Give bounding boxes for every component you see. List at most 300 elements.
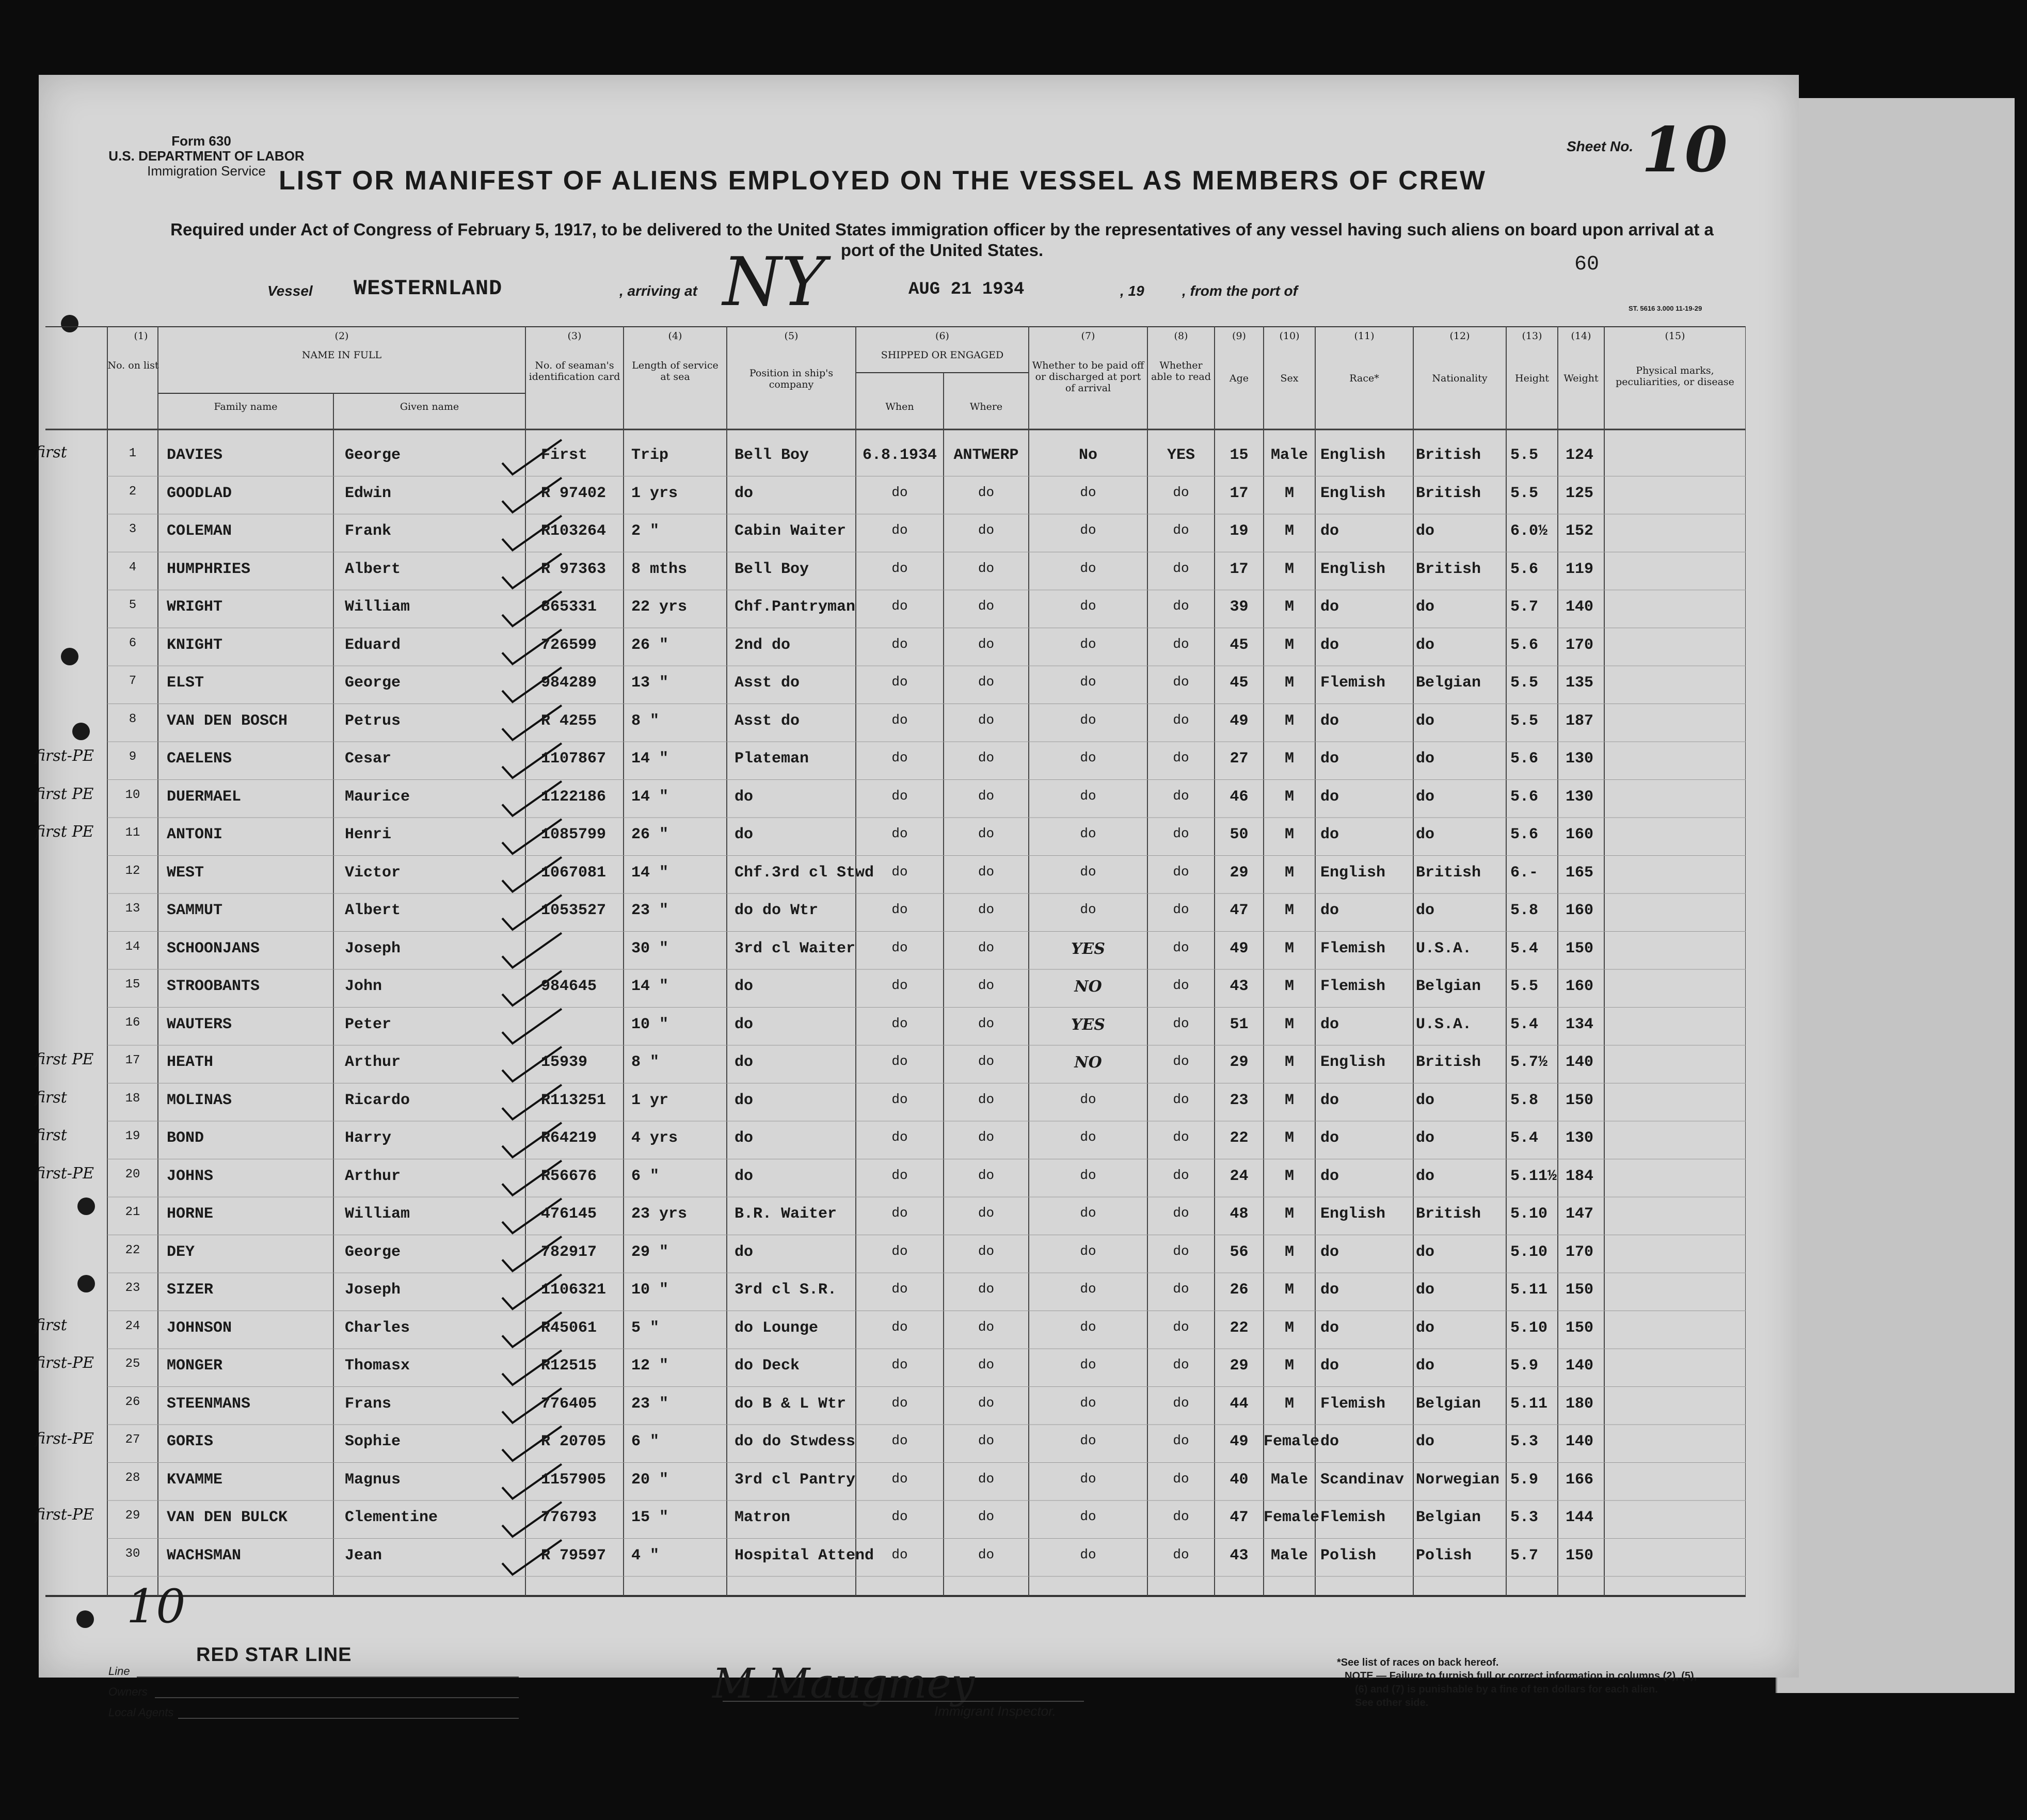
cell-race: do — [1320, 902, 1339, 919]
cell-family-name: MOLINAS — [167, 1091, 232, 1109]
cell-ship-position: Hospital Attend — [735, 1546, 874, 1564]
cell-shipped-where: do — [978, 1015, 995, 1031]
cell-row-number: 13 — [125, 902, 140, 916]
cell-weight: 140 — [1566, 598, 1594, 616]
cell-row-number: 17 — [125, 1053, 140, 1067]
cell-age: 49 — [1230, 1433, 1249, 1450]
cell-able-to-read: do — [1173, 750, 1189, 765]
cell-given-name: William — [345, 1205, 410, 1223]
col-4-index: (4) — [668, 330, 682, 342]
cell-card-number: 776793 — [541, 1509, 597, 1526]
cell-shipped-where: do — [978, 1205, 995, 1221]
col-given-header: Given name — [400, 401, 459, 412]
cell-service-length: 23 yrs — [631, 1205, 688, 1223]
cell-sex: Female — [1264, 1509, 1320, 1526]
cell-card-number: R56676 — [541, 1167, 597, 1185]
margin-annotation: first PE — [35, 785, 94, 803]
cell-able-to-read: do — [1173, 1357, 1189, 1372]
cell-row-number: 3 — [129, 522, 137, 536]
cell-shipped-when: do — [891, 1167, 908, 1183]
cell-nationality: do — [1416, 1281, 1435, 1299]
cell-height: 5.10 — [1510, 1205, 1548, 1223]
cell-sex: M — [1284, 560, 1294, 578]
cell-shipped-where: do — [978, 1433, 995, 1448]
cell-race: do — [1320, 1015, 1339, 1033]
cell-service-length: 26 " — [631, 636, 669, 654]
cell-able-to-read: do — [1173, 1281, 1189, 1297]
cell-card-number: R45061 — [541, 1319, 597, 1337]
cell-height: 5.6 — [1510, 560, 1539, 578]
cell-family-name: DUERMAEL — [167, 788, 242, 806]
cell-height: 5.4 — [1510, 939, 1539, 957]
cell-row-number: 14 — [125, 939, 140, 954]
cell-age: 48 — [1230, 1205, 1249, 1223]
cell-given-name: George — [345, 1243, 401, 1261]
cell-ship-position: do do Wtr — [735, 902, 819, 919]
cell-nationality: Polish — [1416, 1546, 1472, 1564]
col-card-header: No. of seaman's identification card — [529, 360, 620, 382]
cell-nationality: Belgian — [1416, 1509, 1481, 1526]
sheet-number: 10 — [1641, 114, 1728, 186]
cell-paid-off: No — [1078, 446, 1097, 464]
cell-paid-off: do — [1080, 560, 1096, 576]
cell-height: 5.11½ — [1510, 1167, 1557, 1185]
signature-rule — [723, 1701, 1084, 1702]
cell-age: 49 — [1230, 939, 1249, 957]
cell-race: Polish — [1320, 1546, 1377, 1564]
cell-given-name: Henri — [345, 826, 392, 843]
cell-service-length: 10 " — [631, 1281, 669, 1299]
cell-age: 23 — [1230, 1091, 1249, 1109]
cell-ship-position: do — [735, 826, 754, 843]
cell-service-length: 4 " — [631, 1546, 660, 1564]
cell-able-to-read: do — [1173, 674, 1189, 690]
arriving-label: , arriving at — [619, 283, 697, 299]
cell-shipped-when: do — [891, 978, 908, 993]
cell-shipped-where: do — [978, 1091, 995, 1107]
cell-race: English — [1320, 560, 1386, 578]
cell-age: 44 — [1230, 1395, 1249, 1413]
cell-shipped-when: do — [891, 826, 908, 841]
margin-annotation: first — [35, 443, 67, 461]
cell-able-to-read: do — [1173, 560, 1189, 576]
cell-nationality: British — [1416, 864, 1481, 882]
cell-service-length: 29 " — [631, 1243, 669, 1261]
cell-ship-position: Asst do — [735, 674, 800, 692]
cell-able-to-read: do — [1173, 939, 1189, 955]
cell-sex: M — [1284, 978, 1294, 995]
cell-ship-position: do — [735, 1015, 754, 1033]
cell-row-number: 12 — [125, 864, 140, 878]
cell-paid-off: do — [1080, 636, 1096, 652]
cell-paid-off: do — [1080, 1243, 1096, 1259]
cell-row-number: 20 — [125, 1167, 140, 1182]
year-label: , 19 — [1120, 283, 1144, 299]
cell-service-length: 20 " — [631, 1471, 669, 1489]
cell-ship-position: do — [735, 1167, 754, 1185]
cell-shipped-where: do — [978, 1129, 995, 1145]
cell-nationality: do — [1416, 1319, 1435, 1337]
cell-race: Flemish — [1320, 978, 1386, 995]
cell-row-number: 7 — [129, 674, 137, 688]
margin-annotation: first — [35, 1316, 67, 1334]
cell-shipped-where: do — [978, 712, 995, 728]
footnote-line-1: NOTE — Failure to furnish full or correct information in columns (2), (5), — [1345, 1670, 1697, 1682]
cell-paid-off: do — [1080, 674, 1096, 690]
cell-height: 5.5 — [1510, 674, 1539, 692]
cell-sex: M — [1284, 864, 1294, 882]
cell-given-name: Peter — [345, 1015, 392, 1033]
cell-service-length: Trip — [631, 446, 669, 464]
cell-given-name: Joseph — [345, 939, 401, 957]
col-sex-header: Sex — [1280, 373, 1299, 384]
cell-card-number: 1085799 — [541, 826, 606, 843]
cell-service-length: 13 " — [631, 674, 669, 692]
cell-shipped-when: do — [891, 636, 908, 652]
cell-ship-position: Matron — [735, 1509, 791, 1526]
cell-nationality: do — [1416, 788, 1435, 806]
cell-family-name: COLEMAN — [167, 522, 232, 540]
cell-family-name: HEATH — [167, 1053, 214, 1071]
cell-nationality: Belgian — [1416, 1395, 1481, 1413]
margin-annotation: first-PE — [35, 1164, 94, 1183]
cell-weight: 150 — [1566, 1281, 1594, 1299]
cell-paid-off: do — [1080, 902, 1096, 917]
cell-given-name: William — [345, 598, 410, 616]
cell-weight: 165 — [1566, 864, 1594, 882]
cell-card-number: R 79597 — [541, 1546, 606, 1564]
cell-able-to-read: do — [1173, 1546, 1189, 1562]
cell-weight: 150 — [1566, 1319, 1594, 1337]
cell-ship-position: do do Stwdess — [735, 1433, 856, 1450]
cell-able-to-read: YES — [1167, 446, 1195, 464]
cell-row-number: 15 — [125, 978, 140, 992]
cell-shipped-when: do — [891, 598, 908, 614]
cell-row-number: 27 — [125, 1433, 140, 1447]
cell-shipped-when: do — [891, 484, 908, 500]
line-name: RED STAR LINE — [196, 1644, 352, 1666]
cell-service-length: 26 " — [631, 826, 669, 843]
cell-ship-position: do — [735, 1243, 754, 1261]
check-mark — [502, 933, 562, 968]
cell-ship-position: do Lounge — [735, 1319, 819, 1337]
cell-given-name: Thomasx — [345, 1357, 410, 1375]
cell-row-number: 9 — [129, 750, 137, 764]
cell-paid-off: do — [1080, 484, 1096, 500]
cell-paid-off: do — [1080, 1546, 1096, 1562]
cell-given-name: Arthur — [345, 1053, 401, 1071]
cell-paid-off: do — [1080, 1433, 1096, 1448]
col-when-header: When — [885, 401, 914, 412]
cell-shipped-where: do — [978, 1319, 995, 1335]
cell-row-number: 19 — [125, 1129, 140, 1143]
cell-weight: 150 — [1566, 1091, 1594, 1109]
col-14-index: (14) — [1571, 330, 1591, 342]
cell-family-name: GORIS — [167, 1433, 214, 1450]
cell-shipped-when: do — [891, 560, 908, 576]
cell-sex: M — [1284, 902, 1294, 919]
cell-shipped-where: do — [978, 484, 995, 500]
margin-annotation: first-PE — [35, 1430, 94, 1448]
margin-annotation: first — [35, 1126, 67, 1144]
cell-able-to-read: do — [1173, 1509, 1189, 1524]
cell-height: 5.8 — [1510, 1091, 1539, 1109]
cell-card-number: R113251 — [541, 1091, 606, 1109]
cell-row-number: 2 — [129, 484, 137, 499]
cell-able-to-read: do — [1173, 1319, 1189, 1335]
cell-weight: 130 — [1566, 788, 1594, 806]
cell-sex: M — [1284, 826, 1294, 843]
cell-age: 50 — [1230, 826, 1249, 843]
cell-nationality: do — [1416, 636, 1435, 654]
cell-able-to-read: do — [1173, 1243, 1189, 1259]
cell-sex: M — [1284, 1091, 1294, 1109]
cell-family-name: MONGER — [167, 1357, 223, 1375]
cell-weight: 150 — [1566, 1546, 1594, 1564]
cell-given-name: Sophie — [345, 1433, 401, 1450]
cell-height: 5.5 — [1510, 484, 1539, 502]
margin-annotation: first-PE — [35, 1354, 94, 1372]
cell-family-name: JOHNS — [167, 1167, 214, 1185]
cell-family-name: WRIGHT — [167, 598, 223, 616]
cell-able-to-read: do — [1173, 1015, 1189, 1031]
cell-shipped-where: do — [978, 1243, 995, 1259]
cell-family-name: DEY — [167, 1243, 195, 1261]
cell-service-length: 14 " — [631, 750, 669, 768]
cell-family-name: ANTONI — [167, 826, 223, 843]
cell-family-name: BOND — [167, 1129, 204, 1147]
line-label: Line — [108, 1665, 130, 1678]
cell-sex: M — [1284, 636, 1294, 654]
cell-paid-off: do — [1080, 1091, 1096, 1107]
cell-shipped-when: do — [891, 1281, 908, 1297]
cell-age: 29 — [1230, 1053, 1249, 1071]
cell-service-length: 22 yrs — [631, 598, 688, 616]
manifest-table — [35, 326, 1746, 1632]
cell-shipped-where: do — [978, 978, 995, 993]
cell-weight: 119 — [1566, 560, 1594, 578]
cell-ship-position: do — [735, 1053, 754, 1071]
cell-age: 45 — [1230, 636, 1249, 654]
cell-card-number: 1106321 — [541, 1281, 606, 1299]
cell-shipped-when: do — [891, 788, 908, 804]
margin-annotation: first-PE — [35, 1506, 94, 1524]
cell-shipped-where: do — [978, 939, 995, 955]
col-marks-header: Physical marks, peculiarities, or disease — [1616, 365, 1734, 388]
cell-paid-off: do — [1080, 1167, 1096, 1183]
inspector-signature: M Maugmey — [712, 1659, 975, 1707]
cell-paid-off: do — [1080, 788, 1096, 804]
cell-card-number: R12515 — [541, 1357, 597, 1375]
cell-shipped-when: do — [891, 1471, 908, 1487]
cell-ship-position: B.R. Waiter — [735, 1205, 837, 1223]
cell-age: 29 — [1230, 1357, 1249, 1375]
cell-paid-off: do — [1080, 1205, 1096, 1221]
cell-sex: M — [1284, 598, 1294, 616]
cell-able-to-read: do — [1173, 1091, 1189, 1107]
cell-service-length: 6 " — [631, 1167, 660, 1185]
cell-shipped-when: do — [891, 1129, 908, 1145]
margin-annotation: first PE — [35, 823, 94, 841]
cell-shipped-where: do — [978, 788, 995, 804]
cell-sex: Male — [1270, 1471, 1308, 1489]
cell-family-name: HORNE — [167, 1205, 214, 1223]
cell-sex: M — [1284, 1357, 1294, 1375]
cell-card-number: 1107867 — [541, 750, 606, 768]
line-rule — [137, 1677, 519, 1678]
check-mark — [502, 1009, 562, 1044]
cell-ship-position: do — [735, 484, 754, 502]
cell-sex: M — [1284, 1243, 1294, 1261]
cell-shipped-when: 6.8.1934 — [862, 446, 937, 464]
cell-nationality: do — [1416, 750, 1435, 768]
cell-service-length: 10 " — [631, 1015, 669, 1033]
cell-age: 22 — [1230, 1129, 1249, 1147]
count-figure: 60 — [1574, 253, 1600, 276]
col-8-index: (8) — [1174, 330, 1188, 342]
cell-weight: 160 — [1566, 826, 1594, 843]
cell-height: 5.4 — [1510, 1129, 1539, 1147]
col-no-header: No. on list — [107, 360, 159, 371]
cell-age: 49 — [1230, 712, 1249, 730]
cell-ship-position: 2nd do — [735, 636, 791, 654]
cell-family-name: SAMMUT — [167, 902, 223, 919]
cell-sex: M — [1284, 1281, 1294, 1299]
cell-age: 17 — [1230, 560, 1249, 578]
cell-age: 26 — [1230, 1281, 1249, 1299]
cell-family-name: CAELENS — [167, 750, 232, 768]
cell-weight: 160 — [1566, 978, 1594, 995]
arriving-port: NY — [723, 243, 826, 321]
cell-family-name: KVAMME — [167, 1471, 223, 1489]
cell-paid-off: do — [1080, 1509, 1096, 1524]
cell-able-to-read: do — [1173, 636, 1189, 652]
cell-shipped-where: ANTWERP — [953, 446, 1019, 464]
cell-weight: 180 — [1566, 1395, 1594, 1413]
cell-able-to-read: do — [1173, 1129, 1189, 1145]
cell-nationality: do — [1416, 1357, 1435, 1375]
cell-nationality: do — [1416, 598, 1435, 616]
cell-given-name: Frans — [345, 1395, 392, 1413]
cell-family-name: WAUTERS — [167, 1015, 232, 1033]
cell-sex: M — [1284, 1319, 1294, 1337]
cell-shipped-when: do — [891, 1205, 908, 1221]
cell-ship-position: Cabin Waiter — [735, 522, 847, 540]
col-service-header: Length of service at sea — [632, 360, 719, 382]
cell-service-length: 6 " — [631, 1433, 660, 1450]
sheet-label: Sheet No. — [1567, 138, 1634, 154]
cell-shipped-when: do — [891, 864, 908, 880]
col-7-index: (7) — [1081, 330, 1095, 342]
cell-ship-position: do B & L Wtr — [735, 1395, 847, 1413]
cell-race: do — [1320, 750, 1339, 768]
cell-family-name: KNIGHT — [167, 636, 223, 654]
cell-shipped-where: do — [978, 1167, 995, 1183]
col-12-index: (12) — [1449, 330, 1470, 342]
cell-able-to-read: do — [1173, 1471, 1189, 1487]
cell-race: Flemish — [1320, 674, 1386, 692]
cell-shipped-when: do — [891, 1546, 908, 1562]
service-name: Immigration Service — [147, 163, 266, 179]
cell-shipped-where: do — [978, 1471, 995, 1487]
cell-able-to-read: do — [1173, 1053, 1189, 1069]
col-name-header: NAME IN FULL — [301, 349, 382, 361]
col-9-index: (9) — [1232, 330, 1246, 342]
cell-given-name: Albert — [345, 902, 401, 919]
cell-weight: 135 — [1566, 674, 1594, 692]
cell-sex: M — [1284, 1053, 1294, 1071]
cell-given-name: Ricardo — [345, 1091, 410, 1109]
cell-shipped-where: do — [978, 674, 995, 690]
cell-nationality: British — [1416, 484, 1481, 502]
cell-age: 17 — [1230, 484, 1249, 502]
cell-sex: M — [1284, 1395, 1294, 1413]
cell-paid-off: do — [1080, 1395, 1096, 1411]
agents-rule — [178, 1718, 519, 1719]
cell-paid-off: do — [1080, 750, 1096, 765]
cell-nationality: do — [1416, 826, 1435, 843]
cell-able-to-read: do — [1173, 864, 1189, 880]
cell-able-to-read: do — [1173, 522, 1189, 538]
cell-shipped-where: do — [978, 560, 995, 576]
cell-given-name: Harry — [345, 1129, 392, 1147]
cell-family-name: GOODLAD — [167, 484, 232, 502]
cell-paid-off: NO — [1074, 978, 1102, 996]
cell-given-name: Cesar — [345, 750, 392, 768]
cell-given-name: Edwin — [345, 484, 392, 502]
col-10-index: (10) — [1279, 330, 1300, 342]
cell-race: do — [1320, 1357, 1339, 1375]
print-code: ST. 5616 3.000 11-19-29 — [1629, 305, 1702, 312]
cell-shipped-where: do — [978, 826, 995, 841]
cell-service-length: 1 yrs — [631, 484, 678, 502]
cell-age: 22 — [1230, 1319, 1249, 1337]
cell-family-name: STEENMANS — [167, 1395, 251, 1413]
cell-sex: M — [1284, 484, 1294, 502]
cell-given-name: George — [345, 674, 401, 692]
cell-age: 19 — [1230, 522, 1249, 540]
cell-age: 15 — [1230, 446, 1249, 464]
cell-height: 5.11 — [1510, 1395, 1548, 1413]
cell-ship-position: Chf.3rd cl Stwd — [735, 864, 874, 882]
col-15-index: (15) — [1665, 330, 1685, 342]
cell-shipped-where: do — [978, 522, 995, 538]
cell-service-length: 30 " — [631, 939, 669, 957]
margin-annotation: first PE — [35, 1050, 94, 1068]
cell-row-number: 8 — [129, 712, 137, 726]
cell-given-name: John — [345, 978, 382, 995]
cell-card-number: R 97363 — [541, 560, 606, 578]
cell-weight: 150 — [1566, 939, 1594, 957]
cell-paid-off: do — [1080, 1129, 1096, 1145]
cell-height: 5.7 — [1510, 598, 1539, 616]
col-nationality-header: Nationality — [1432, 373, 1488, 384]
cell-nationality: British — [1416, 1205, 1481, 1223]
cell-family-name: VAN DEN BOSCH — [167, 712, 288, 730]
cell-height: 5.9 — [1510, 1357, 1539, 1375]
cell-race: do — [1320, 1433, 1339, 1450]
cell-race: do — [1320, 1167, 1339, 1185]
cell-row-number: 21 — [125, 1205, 140, 1219]
cell-weight: 170 — [1566, 1243, 1594, 1261]
cell-card-number: R 97402 — [541, 484, 606, 502]
cell-race: do — [1320, 788, 1339, 806]
cell-row-number: 5 — [129, 598, 137, 612]
cell-service-length: 14 " — [631, 864, 669, 882]
cell-shipped-when: do — [891, 1433, 908, 1448]
col-1-index: (1) — [134, 330, 148, 342]
cell-given-name: Jean — [345, 1546, 382, 1564]
